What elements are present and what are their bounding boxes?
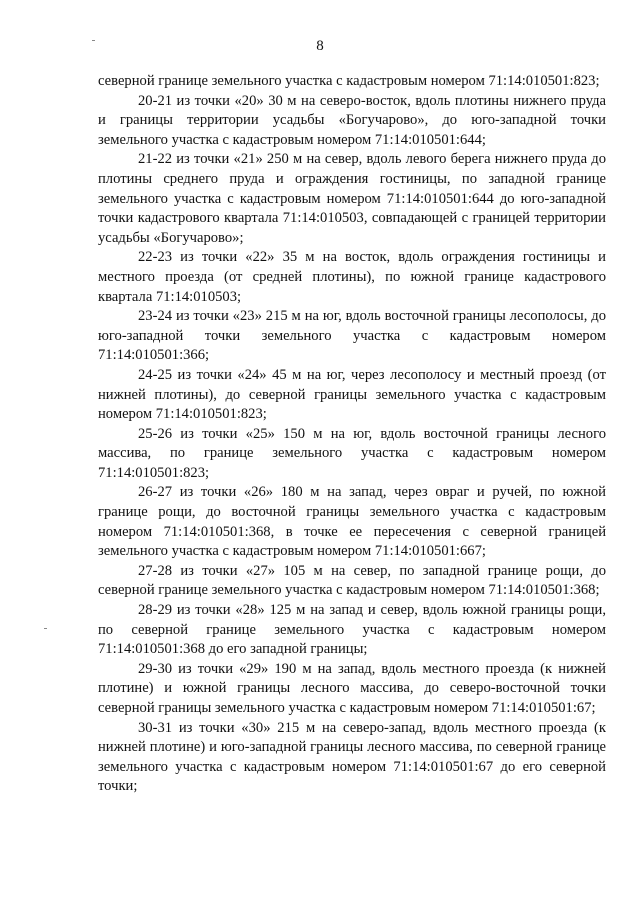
- paragraph-segment-23-24: 23-24 из точки «23» 215 м на юг, вдоль восточной границы лесополосы, до юго-западной точки земельного участка с кадастровым номером 71:14:010501:366;: [98, 308, 606, 364]
- paragraph-segment-22-23: 22-23 из точки «22» 35 м на восток, вдоль ограждения гостиницы и местного проезда (от средней плотины), по южной границе кадастрового квартала 71:14:010503;: [98, 249, 606, 305]
- text-body: [98, 72, 606, 797]
- page-number: 8: [316, 38, 324, 54]
- paragraph-segment-28-29: 28-29 из точки «28» 125 м на запад и север, вдоль южной границы рощи, по северной границе земельного участка с кадастровым номером 71:14:010501:368 до его западной границы;: [98, 602, 606, 658]
- paragraph-continuation: северной границе земельного участка с кадастровым номером 71:14:010501:823;: [98, 73, 600, 89]
- paragraph-segment-27-28: 27-28 из точки «27» 105 м на север, по западной границе рощи, до северной границе земельного участка с кадастровым номером 71:14:010501:368;: [98, 562, 606, 599]
- paragraph-segment-26-27: 26-27 из точки «26» 180 м на запад, через овраг и ручей, по южной границе рощи, до восточной границы земельного участка с кадастровым номером 71:14:010501:368, в точке ее пересечения с северной границей земельного участка с кадастровым номером 71:14:010501:667;: [98, 484, 606, 560]
- paragraph-segment-25-26: 25-26 из точки «25» 150 м на юг, вдоль восточной границы лесного массива, по границе земельного участка с кадастровым номером 71:14:010501:823;: [98, 425, 606, 481]
- paragraph-segment-30-31: 30-31 из точки «30» 215 м на северо-запад, вдоль местного проезда (к нижней плотине) и юго-западной границы лесного массива, по северной границе земельного участка с кадастровым номером 71:14:010501:67 до его северной точки;: [98, 719, 606, 795]
- paragraph-segment-20-21: 20-21 из точки «20» 30 м на северо-восток, вдоль плотины нижнего пруда и границы территории усадьбы «Богучарово», до юго-западной точки земельного участка с кадастровым номером 71:14:010501:644;: [98, 92, 606, 148]
- scan-mark: [44, 628, 47, 629]
- scan-mark: [92, 40, 95, 41]
- paragraph-segment-29-30: 29-30 из точки «29» 190 м на запад, вдоль местного проезда (к нижней плотине) и южной границы лесного массива, до северо-восточной точки северной границы земельного участка с кадастровым номером 71:14:010501:67;: [98, 660, 606, 716]
- paragraph-segment-24-25: 24-25 из точки «24» 45 м на юг, через лесополосу и местный проезд (от нижней плотины), до северной границы земельного участка с кадастровым номером 71:14:010501:823;: [98, 366, 606, 423]
- paragraph-segment-21-22: 21-22 из точки «21» 250 м на север, вдоль левого берега нижнего пруда до плотины среднего пруда и ограждения гостиницы, по западной границе земельного участка с кадастровым номером 71:14:010501:644 до юго-западной точки кадастрового квартала 71:14:010503, совпадающей с границей территории усадьбы «Богучарово»;: [98, 151, 606, 246]
